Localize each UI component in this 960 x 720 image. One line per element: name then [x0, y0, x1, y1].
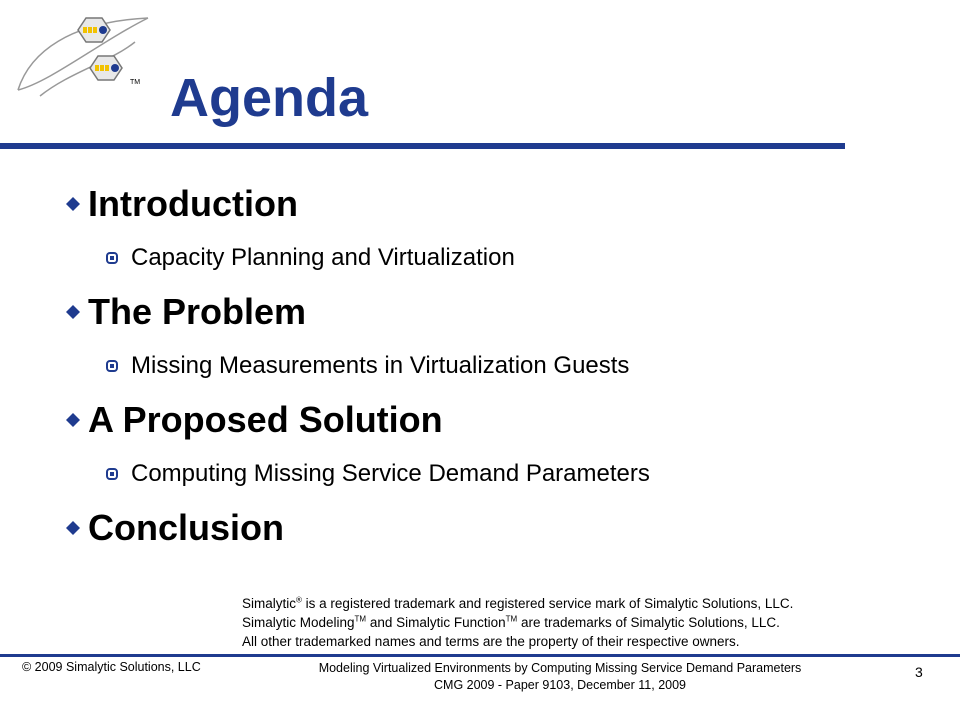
- footer-event: CMG 2009 - Paper 9103, December 11, 2009: [434, 678, 686, 692]
- square-bullet-icon: [106, 468, 122, 480]
- tm-mark: TM: [354, 614, 367, 624]
- agenda-item-introduction: [66, 175, 926, 233]
- trademark-text: is a registered trademark and registered service mark of Simalytic Solutions, LLC.: [301, 596, 794, 611]
- trademark-text: Simalytic: [242, 596, 297, 611]
- trademark-text: Simalytic Modeling: [242, 615, 355, 630]
- agenda-heading: A Proposed Solution: [88, 399, 443, 440]
- agenda-item-conclusion: [66, 499, 926, 557]
- agenda-subitem: [66, 449, 926, 499]
- agenda-subitem: [66, 341, 926, 391]
- diamond-bullet-icon: [66, 305, 86, 319]
- registered-mark: ®: [296, 595, 302, 605]
- title-divider: [0, 143, 845, 149]
- diamond-bullet-icon: [66, 413, 86, 427]
- agenda-subitem-label: Capacity Planning and Virtualization: [131, 244, 515, 271]
- trademark-line-1: [242, 594, 793, 613]
- trademark-line-3: All other trademarked names and terms are the property of their respective owners.: [242, 634, 740, 649]
- agenda-heading: The Problem: [88, 291, 307, 332]
- company-logo: [10, 12, 150, 102]
- trademark-notice: [242, 594, 793, 651]
- slide-title: Agenda: [170, 68, 369, 128]
- footer-center: [300, 660, 820, 694]
- diamond-bullet-icon: [66, 521, 86, 535]
- agenda-item-the-problem: [66, 283, 926, 341]
- footer-divider: [0, 654, 960, 657]
- logo-tm-mark: TM: [130, 79, 141, 86]
- footer-presentation-title: Modeling Virtualized Environments by Computing Missing Service Demand Parameters: [318, 661, 802, 675]
- page-number: 3: [915, 664, 923, 680]
- agenda-subitem: [66, 233, 926, 283]
- diamond-bullet-icon: [66, 197, 86, 211]
- agenda-heading: Conclusion: [88, 507, 284, 548]
- agenda-subitem-label: Missing Measurements in Virtualization Guests: [131, 352, 630, 379]
- square-bullet-icon: [106, 252, 122, 264]
- footer-copyright: © 2009 Simalytic Solutions, LLC: [22, 660, 201, 674]
- trademark-text: are trademarks of Simalytic Solutions, LLC.: [517, 615, 780, 630]
- agenda-heading: Introduction: [88, 183, 298, 224]
- trademark-line-2: [242, 613, 793, 632]
- trademark-text: and Simalytic Function: [366, 615, 506, 630]
- logo-graphic: [10, 12, 150, 102]
- agenda-subitem-label: Computing Missing Service Demand Parameters: [131, 460, 650, 487]
- square-bullet-icon: [106, 360, 122, 372]
- agenda-list: [66, 175, 926, 557]
- agenda-item-proposed-solution: [66, 391, 926, 449]
- tm-mark: TM: [505, 614, 518, 624]
